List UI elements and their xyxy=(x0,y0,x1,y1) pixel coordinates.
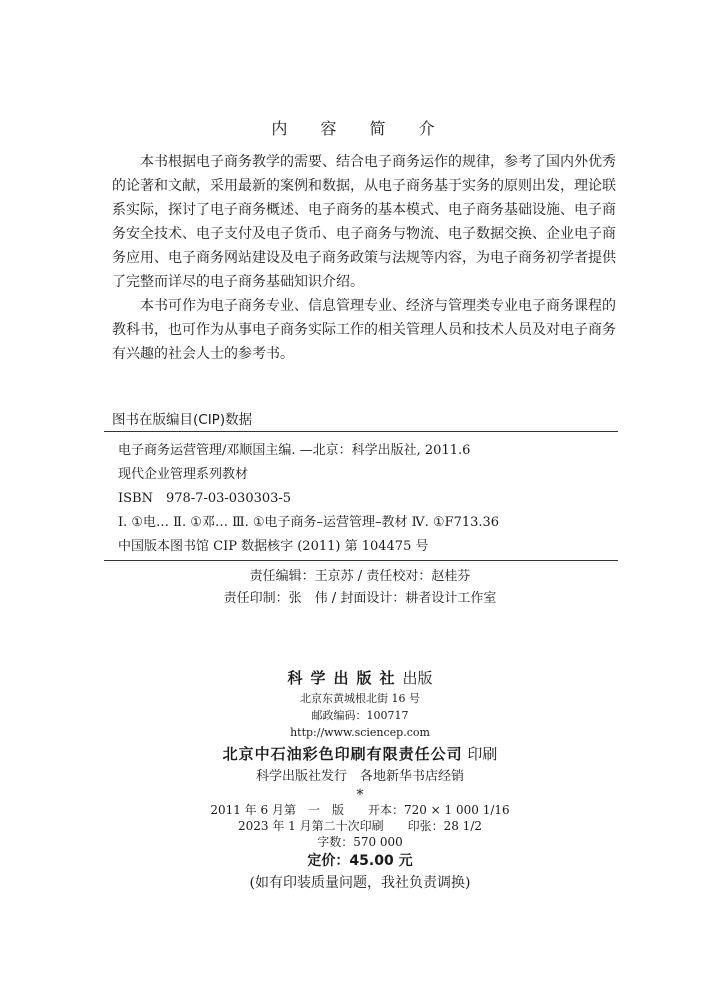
distribution-line: 科学出版社发行 各地新华书店经销 xyxy=(255,769,464,784)
cip-heading: 图书在版编目(CIP)数据 xyxy=(112,412,253,428)
printing-line: 2023 年 1 月第二十次印刷 印张：28 1/2 xyxy=(237,819,482,833)
intro-title: 内 容 简 介 xyxy=(271,119,449,138)
cip-bottom-rule xyxy=(104,560,618,561)
cip-line-record: 中国版本图书馆 CIP 数据核字 (2011) 第 104475 号 xyxy=(118,539,429,554)
publisher-name: 科学出版社 xyxy=(287,669,403,687)
colophon xyxy=(0,666,720,894)
printer-suffix: 印刷 xyxy=(467,745,498,763)
editor-line: 责任编辑：王京苏 / 责任校对：赵桂芬 xyxy=(249,569,471,584)
cip-top-rule xyxy=(104,431,618,432)
publisher-postcode: 邮政编码：100717 xyxy=(311,709,409,722)
cip-line-title: 电子商务运营管理/邓顺国主编. —北京：科学出版社, 2011.6 xyxy=(118,443,471,458)
quality-notice: (如有印装质量问题，我社负责调换) xyxy=(249,875,471,891)
cip-line-series: 现代企业管理系列教材 xyxy=(118,467,249,482)
word-count: 字数：570 000 xyxy=(317,835,403,849)
price-line: 定价：45.00 元 xyxy=(307,853,413,869)
edition-line: 2011 年 6 月第 一 版 开本：720 × 1 000 1/16 xyxy=(210,803,510,817)
publisher-suffix: 出版 xyxy=(402,669,433,687)
intro-paragraph-2: 本书可作为电子商务专业、信息管理专业、经济与管理类专业电子商务课程的教科书，也可作为从事电子商务实际工作的相关管理人员和技术人员及对电子商务有兴趣的社会人士的参考书。 xyxy=(112,298,616,362)
intro-body xyxy=(112,150,616,366)
publisher-url: http://www.sciencep.com xyxy=(290,726,430,739)
separator-star: * xyxy=(356,787,364,803)
print-design-line: 责任印制：张 伟 / 封面设计：耕者设计工作室 xyxy=(223,591,497,606)
intro-paragraph-1: 本书根据电子商务教学的需要、结合电子商务运作的规律，参考了国内外优秀的论著和文献，采用最新的案例和数据，从电子商务基于实务的原则出发，理论联系实际，探讨了电子商务概述、电子商务的基本模式、电子商务基础设施、电子商务安全技术、电子支付及电子货币、电子商务与物流、电子数据交换、企业电子商务应用、电子商务网站建设及电子商务政策与法规等内容，为电子商务初学者提供了完整而详尽的电子商务基础知识介绍。 xyxy=(112,154,616,290)
printer-line xyxy=(0,742,720,766)
printer-name: 北京中石油彩色印刷有限责任公司 xyxy=(222,745,463,763)
publisher-line xyxy=(0,666,720,690)
cip-line-isbn: ISBN 978-7-03-030303-5 xyxy=(118,491,292,506)
responsibility-block xyxy=(0,566,720,610)
cip-block xyxy=(118,439,618,559)
cip-line-classification: Ⅰ. ①电… Ⅱ. ①邓… Ⅲ. ①电子商务–运营管理–教材 Ⅳ. ①F713.36 xyxy=(118,515,500,530)
publisher-address: 北京东黄城根北街 16 号 xyxy=(300,692,420,705)
